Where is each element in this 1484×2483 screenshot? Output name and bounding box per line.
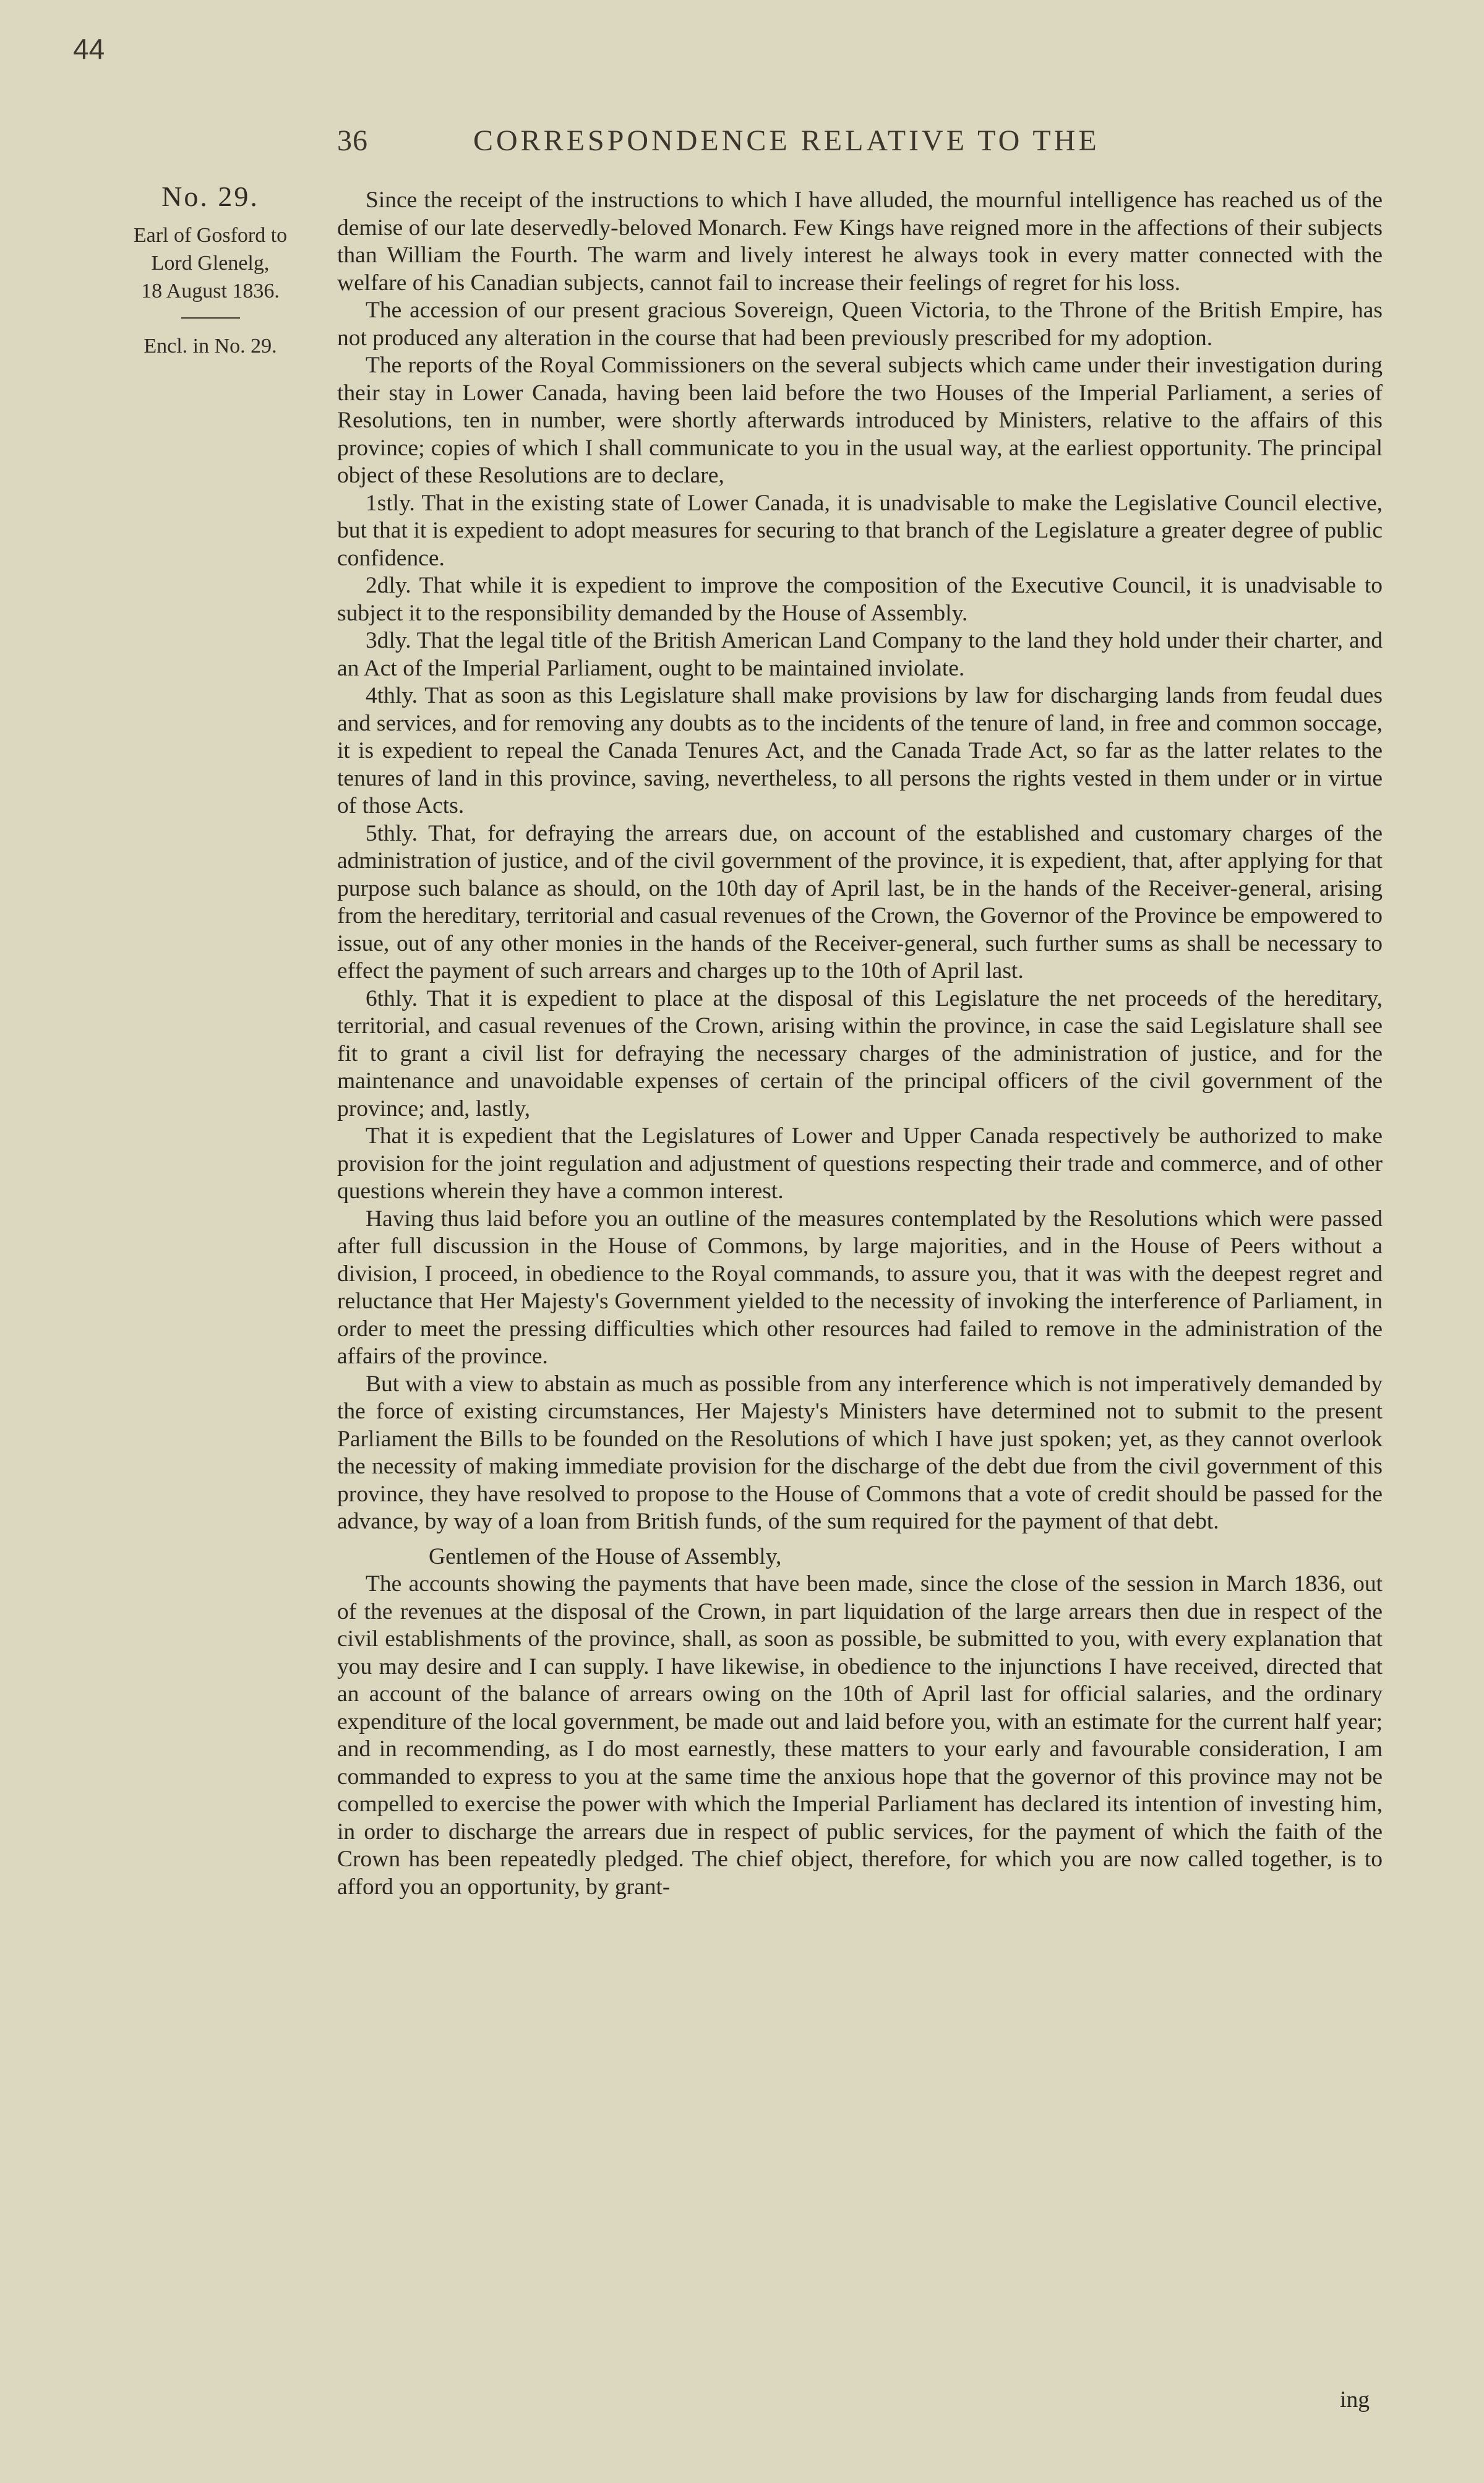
resolution-6: 6thly. That it is expedient to place at the disposal of this Legislature the net proceeds of the hereditary, territorial, and casual revenues of the Crown, arising within the province, in case the said Legislature shall see fit to grant a civil list for defraying the necessary charges of the administration of justice, and for the maintenance and unavoidable expenses of certain of the principal officers of the civil government of the province; and, lastly, [337, 985, 1383, 1121]
margin-note [93, 179, 328, 360]
paragraph: But with a view to abstain as much as possible from any interference which is not imperatively demanded by the force of existing circumstances, Her Majesty's Ministers have determined not to submit to the present Parliament the Bills to be founded on the Resolutions of which I have just spoken; yet, as they cannot overlook the necessity of making immediate provision for the discharge of the debt due from the civil government of this province, they have resolved to propose to the House of Commons that a vote of credit should be passed for the advance, by way of a loan from British funds, of the sum required for the payment of that debt. [337, 1371, 1383, 1534]
folio-number: 44 [73, 33, 105, 65]
letter-date: 18 August 1836. [141, 280, 280, 302]
letter-body [337, 187, 1383, 1901]
paragraph: Since the receipt of the instructions to which I have alluded, the mournful intelligence has reached us of the demise of our late deservedly-beloved Monarch. Few Kings have reigned more in the affections of their subjects than William the Fourth. The warm and lively interest he always took in every matter connected with the welfare of his Canadian subjects, cannot fail to increase their feelings of regret for his loss. [337, 187, 1383, 296]
catchword: ing [1340, 2387, 1370, 2412]
salutation: Gentlemen of the House of Assembly, [429, 1543, 782, 1569]
resolution-5: 5thly. That, for defraying the arrears due, on account of the established and customary charges of the administration of justice, and of the civil government of the province, it is expedient, that, after applying for that purpose such balance as should, on the 10th day of April last, be in the hands of the Receiver-general, arising from the hereditary, territorial and casual revenues of the Crown, the Governor of the Province be empowered to issue, out of any other monies in the hands of the Receiver-general, such further sums as shall be necessary to effect the payment of such arrears and charges up to the 10th of April last. [337, 820, 1383, 984]
resolution-2: 2dly. That while it is expedient to improve the composition of the Executive Council, it is unadvisable to subject it to the responsibility demanded by the House of Assembly. [337, 573, 1383, 626]
enclosure-note: Encl. in No. 29. [144, 335, 277, 358]
running-title: CORRESPONDENCE RELATIVE TO THE [473, 124, 1100, 157]
paragraph: The accession of our present gracious Sovereign, Queen Victoria, to the Throne of the British Empire, has not produced any alteration in the course that had been previously prescribed for my adoption. [337, 298, 1383, 351]
resolution-3: 3dly. That the legal title of the British American Land Company to the land they hold under their charter, and an Act of the Imperial Parliament, ought to be maintained inviolate. [337, 628, 1383, 681]
correspondent-line-1: Earl of Gosford to [133, 224, 288, 247]
resolution-4: 4thly. That as soon as this Legislature shall make provisions by law for discharging lands from feudal dues and services, and for removing any doubts as to the incidents of the tenure of land, in free and common soccage, it is expedient to repeal the Canada Tenures Act, and the Canada Trade Act, so far as the latter relates to the tenures of land in this province, saving, nevertheless, to all persons the rights vested in them under or in virtue of those Acts. [337, 683, 1383, 818]
running-head [337, 124, 1389, 158]
correspondent-line-2: Lord Glenelg, [151, 252, 270, 275]
paragraph: The reports of the Royal Commissioners on the several subjects which came under their investigation during their stay in Lower Canada, having been laid before the two Houses of the Imperial Parliament, a series of Resolutions, ten in number, were shortly afterwards introduced by Ministers, relative to the affairs of this province; copies of which I shall communicate to you in the usual way, at the earliest opportunity. The principal object of these Resolutions are to declare, [337, 353, 1383, 488]
document-number: No. 29. [161, 181, 259, 212]
page-number: 36 [337, 124, 368, 157]
resolution-final: That it is expedient that the Legislatures of Lower and Upper Canada respectively be authorized to make provision for the joint regulation and adjustment of questions respecting their trade and commerce, and of other questions wherein they have a common interest. [337, 1123, 1383, 1204]
paragraph: The accounts showing the payments that have been made, since the close of the session in March 1836, out of the revenues at the disposal of the Crown, in part liquidation of the large arrears then due in respect of the civil establishments of the province, shall, as soon as possible, be submitted to you, with every explanation that you may desire and I can supply. I have likewise, in obedience to the injunctions I have received, directed that an account of the balance of arrears owing on the 10th of April last for official salaries, and the ordinary expenditure of the local government, be made out and laid before you, with an estimate for the current half year; and in recommending, as I do most earnestly, these matters to your early and favourable consideration, I am commanded to express to you at the same time the anxious hope that the governor of this province may not be compelled to exercise the power with which the Imperial Parliament has declared its intention of investing him, in order to discharge the arrears due in respect of public services, for the payment of which the faith of the Crown has been repeatedly pledged. The chief object, therefore, for which you are now called together, is to afford you an opportunity, by grant- [337, 1571, 1383, 1900]
resolution-1: 1stly. That in the existing state of Lower Canada, it is unadvisable to make the Legislative Council elective, but that it is expedient to adopt measures for securing to that branch of the Legislature a greater degree of public confidence. [337, 490, 1383, 571]
margin-divider [181, 317, 240, 319]
paragraph: Having thus laid before you an outline of the measures contemplated by the Resolutions which were passed after full discussion in the House of Commons, by large majorities, and in the House of Peers without a division, I proceed, in obedience to the Royal commands, to assure you, that it was with the deepest regret and reluctance that Her Majesty's Government yielded to the necessity of invoking the interference of Parliament, in order to meet the pressing difficulties which other resources had failed to remove in the administration of the affairs of the province. [337, 1206, 1383, 1369]
